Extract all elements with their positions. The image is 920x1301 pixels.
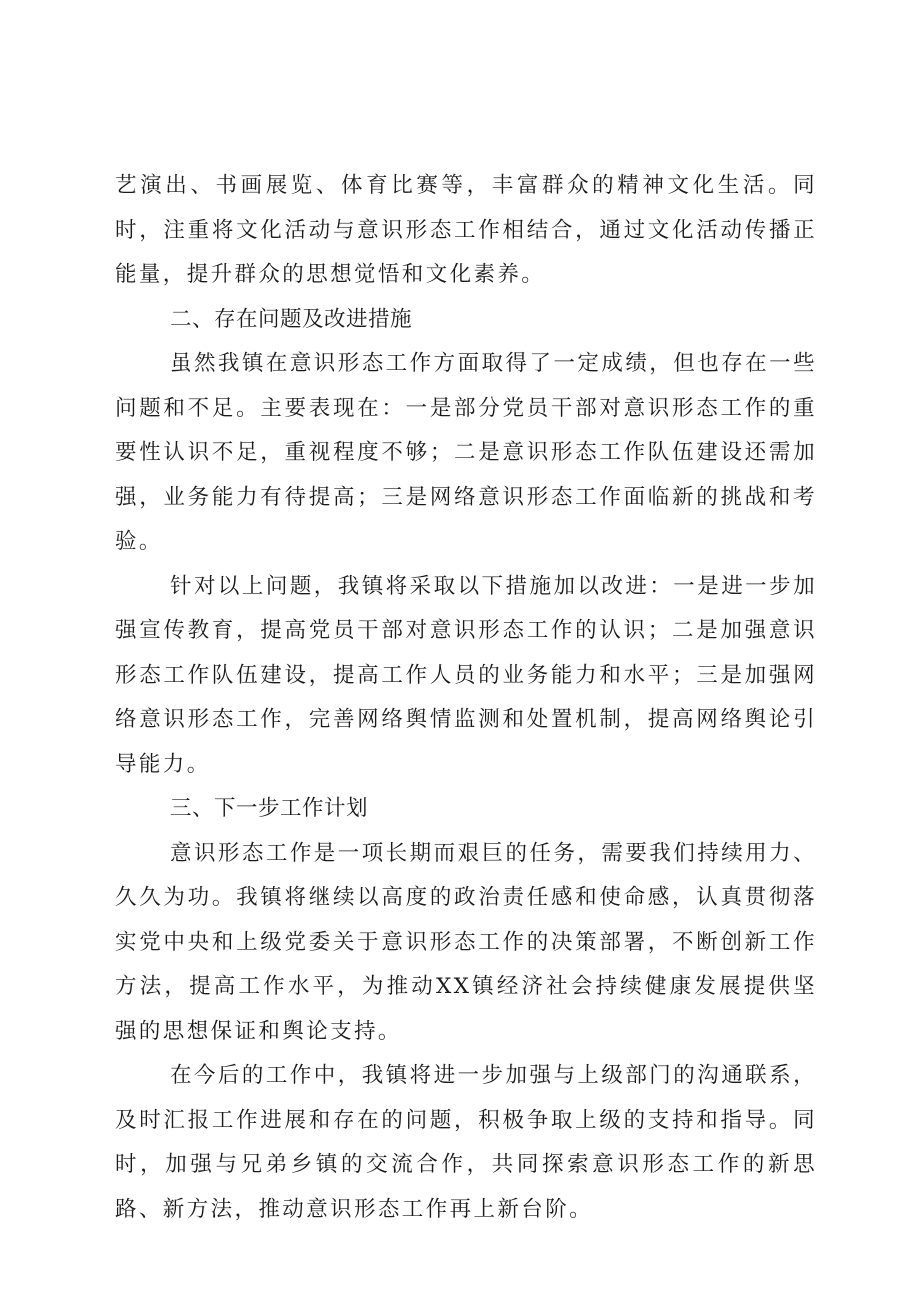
section-heading-problems: 二、存在问题及改进措施 — [170, 306, 413, 332]
paragraph-future-work: 在今后的工作中，我镇将进一步加强与上级部门的沟通联系，及时汇报工作进展和存在的问题，积极争取上级的支持和指导。同时，加强与兄弟乡镇的交流合作，共同探索意识形态工作的新思路、新方法，推动意识形态工作再上新台阶。 — [115, 1063, 817, 1222]
document-body — [115, 164, 817, 1232]
paragraph-problems: 虽然我镇在意识形态工作方面取得了一定成绩，但也存在一些问题和不足。主要表现在：一是部分党员干部对意识形态工作的重要性认识不足，重视程度不够；二是意识形态工作队伍建设还需加强，业务能力有待提高；三是网络意识形态工作面临新的挑战和考验。 — [115, 351, 817, 554]
section-heading-next-plan: 三、下一步工作计划 — [170, 796, 369, 821]
paragraph-next-plan: 意识形态工作是一项长期而艰巨的任务，需要我们持续用力、久久为功。我镇将继续以高度的政治责任感和使命感，认真贯彻落实党中央和上级党委关于意识形态工作的决策部署，不断创新工作方法，提高工作水平，为推动XX镇经济社会持续健康发展提供坚强的思想保证和舆论支持。 — [115, 840, 817, 1044]
paragraph-improvements: 针对以上问题，我镇将采取以下措施加以改进：一是进一步加强宣传教育，提高党员干部对意识形态工作的认识；二是加强意识形态工作队伍建设，提高工作人员的业务能力和水平；三是加强网络意识形态工作，完善网络舆情监测和处置机制，提高网络舆论引导能力。 — [115, 573, 817, 777]
paragraph-culture-activities: 艺演出、书画展览、体育比赛等，丰富群众的精神文化生活。同时，注重将文化活动与意识形态工作相结合，通过文化活动传播正能量，提升群众的思想觉悟和文化素养。 — [115, 173, 817, 287]
